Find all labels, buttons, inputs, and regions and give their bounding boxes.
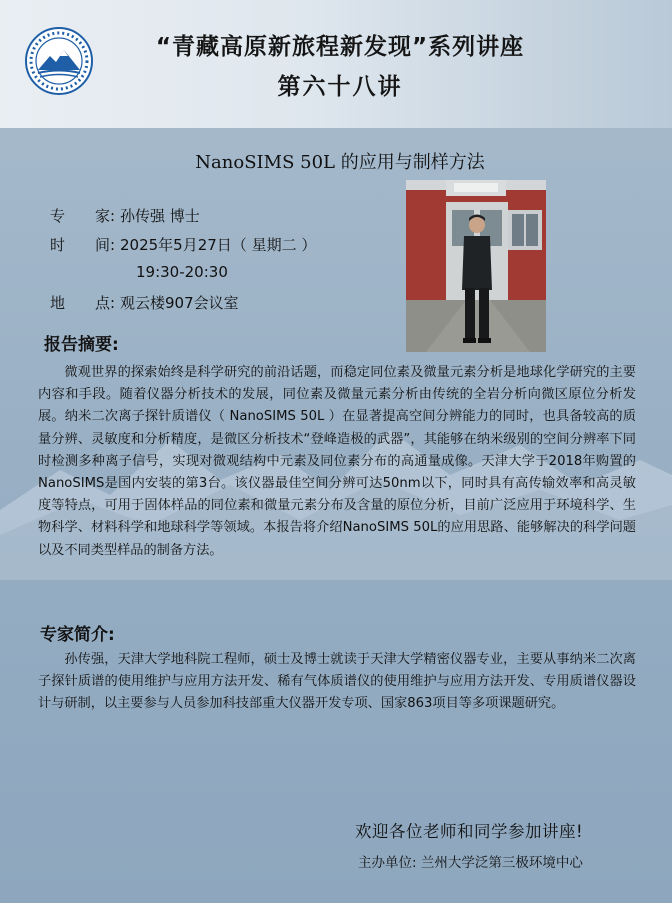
header-band	[0, 0, 672, 128]
expert-label: 专 家:	[50, 207, 116, 225]
expert-row	[50, 205, 200, 226]
university-logo-icon	[24, 26, 94, 96]
speaker-photo	[406, 180, 546, 352]
abstract-text: 微观世界的探索始终是科学研究的前沿话题，而稳定同位素及微量元素分析是地球化学研究的主要内容和手段。随着仪器分析技术的发展，同位素及微量元素分析由传统的全岩分析向微区原位分析发展。纳米二次离子探针质谱仪（ NanoSIMS 50L ）在显著提高空间分辨能力的同时，也具备较高的质量分辨、灵敏度和分析精度，是微区分析技术“登峰造极的武器”，其能够在纳米级别的空间分辨率下同时检测多种离子信号，实现对微观结构中元素及同位素分布的高通量成像。天津大学于2018年购置的NanoSIMS是国内安装的第3台。该仪器最佳空间分辨可达50nm以下，同时具有高传输效率和高灵敏度等特点，可用于固体样品的同位素和微量元素分布及含量的原位分析，目前广泛应用于环境科学、生物科学、材料科学和地球科学等领域。本报告将介绍NanoSIMS 50L的应用思路、能够解决的科学问题以及不同类型样品的制备方法。	[38, 365, 636, 558]
time-row	[50, 234, 316, 255]
place-row	[50, 292, 239, 313]
lecture-number: 第六十八讲	[277, 74, 403, 100]
bio-heading: 专家简介:	[40, 625, 115, 645]
time-value: 19:30-20:30	[136, 263, 228, 281]
place-label: 地 点:	[50, 294, 116, 312]
expert-value: 孙传强 博士	[120, 207, 200, 225]
bio-text: 孙传强，天津大学地科院工程师，硕士及博士就读于天津大学精密仪器专业，主要从事纳米二次离子探针质谱的使用维护与应用方法开发、稀有气体质谱仪的使用维护与应用方法开发、专用质谱仪器设计与研制，以主要参与人员参加科技部重大仪器开发专项、国家863项目等多项课题研究。	[38, 652, 636, 712]
talk-title: NanoSIMS 50L 的应用与制样方法	[195, 152, 485, 173]
date-value: 2025年5月27日（ 星期二 ）	[120, 236, 317, 254]
place-value: 观云楼907会议室	[120, 294, 239, 312]
host-organization: 主办单位: 兰州大学泛第三极环境中心	[358, 855, 583, 871]
series-title: “青藏高原新旅程新发现”系列讲座	[155, 34, 525, 60]
time-label: 时 间:	[50, 236, 116, 254]
abstract-heading: 报告摘要:	[44, 335, 119, 355]
welcome-message: 欢迎各位老师和同学参加讲座!	[355, 822, 584, 841]
